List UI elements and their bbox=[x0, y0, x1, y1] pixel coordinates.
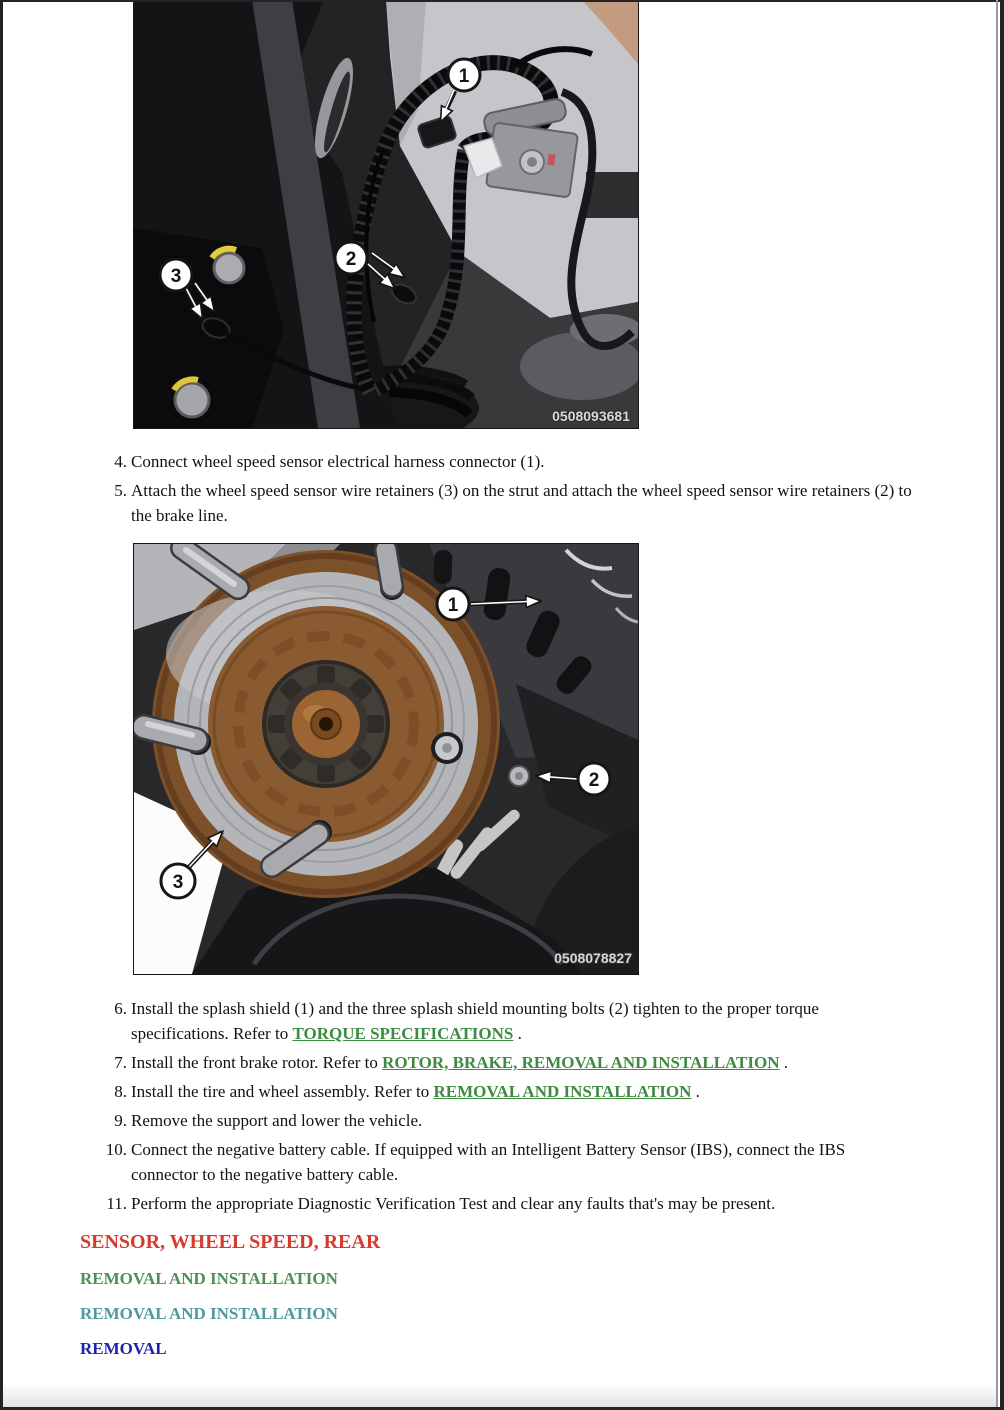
callout-1-number: 1 bbox=[447, 595, 459, 616]
step-item-11 bbox=[80, 1191, 912, 1216]
callout-2-number: 2 bbox=[345, 249, 357, 270]
step-number: 11. bbox=[106, 1194, 127, 1213]
section-title-sensor-wheel-speed-rear: SENSOR, WHEEL SPEED, REAR bbox=[80, 1231, 381, 1253]
link-torque-specifications[interactable]: TORQUE SPECIFICATIONS bbox=[292, 1024, 514, 1043]
step-number: 7. bbox=[114, 1053, 127, 1072]
page-border-top bbox=[0, 0, 1004, 2]
heading-removal-blue: REMOVAL bbox=[80, 1339, 167, 1358]
installation-steps-list bbox=[80, 449, 912, 532]
callout-2-number: 2 bbox=[588, 770, 600, 791]
step-text: Remove the support and lower the vehicle. bbox=[131, 1111, 423, 1130]
step-number: 5. bbox=[114, 481, 127, 500]
step-text: Install the splash shield (1) and the three splash shield mounting bolts (2) tighten to the proper torque specifications. Refer to TORQUE SPECIFICATIONS . bbox=[131, 999, 819, 1043]
figure-sensor-harness bbox=[133, 0, 639, 429]
step-text: Connect the negative battery cable. If equipped with an Intelligent Battery Sensor (IBS), connect the IBS connector to the negative battery cable. bbox=[131, 1140, 846, 1184]
link-removal-installation[interactable]: REMOVAL AND INSTALLATION bbox=[433, 1082, 692, 1101]
step-item-7 bbox=[80, 1050, 912, 1075]
page-border-left bbox=[0, 0, 3, 1410]
step-text: Install the front brake rotor. Refer to ROTOR, BRAKE, REMOVAL AND INSTALLATION . bbox=[131, 1053, 789, 1072]
step-text: Attach the wheel speed sensor wire retainers (3) on the strut and attach the wheel speed sensor wire retainers (2) to the brake line. bbox=[131, 481, 912, 525]
heading-removal-and-installation-teal: REMOVAL AND INSTALLATION bbox=[80, 1304, 338, 1323]
hub-splash-shield-photo bbox=[134, 544, 638, 974]
figure-id-label: 0508078827 bbox=[554, 950, 632, 966]
page-border-right bbox=[1000, 0, 1004, 1410]
step-item-4 bbox=[80, 449, 912, 474]
step-number: 8. bbox=[114, 1082, 127, 1101]
heading-removal-and-installation-green: REMOVAL AND INSTALLATION bbox=[80, 1269, 338, 1288]
figure-id-label: 0508093681 bbox=[552, 408, 630, 424]
callout-1-number: 1 bbox=[458, 66, 470, 87]
step-item-8 bbox=[80, 1079, 912, 1104]
callout-3-number: 3 bbox=[170, 266, 182, 287]
step-item-9 bbox=[80, 1108, 912, 1133]
step-item-10 bbox=[80, 1137, 912, 1187]
page-border-right-inner-line bbox=[996, 0, 998, 1410]
step-text: Install the tire and wheel assembly. Refer to REMOVAL AND INSTALLATION . bbox=[131, 1082, 700, 1101]
installation-steps-list-continued bbox=[80, 996, 912, 1220]
step-text: Connect wheel speed sensor electrical harness connector (1). bbox=[131, 452, 545, 471]
page-bottom-gradient bbox=[3, 1383, 998, 1407]
figure-hub-splash-shield bbox=[133, 543, 639, 975]
step-number: 10. bbox=[105, 1140, 127, 1159]
step-item-6 bbox=[80, 996, 912, 1046]
step-number: 6. bbox=[114, 999, 127, 1018]
callout-3-number: 3 bbox=[172, 872, 184, 893]
step-number: 4. bbox=[114, 452, 127, 471]
link-rotor-brake-removal-installation[interactable]: ROTOR, BRAKE, REMOVAL AND INSTALLATION bbox=[382, 1053, 780, 1072]
step-text: Perform the appropriate Diagnostic Verification Test and clear any faults that's may be present. bbox=[131, 1194, 776, 1213]
sensor-harness-photo bbox=[134, 0, 638, 428]
step-item-5 bbox=[80, 478, 912, 528]
step-number: 9. bbox=[114, 1111, 127, 1130]
